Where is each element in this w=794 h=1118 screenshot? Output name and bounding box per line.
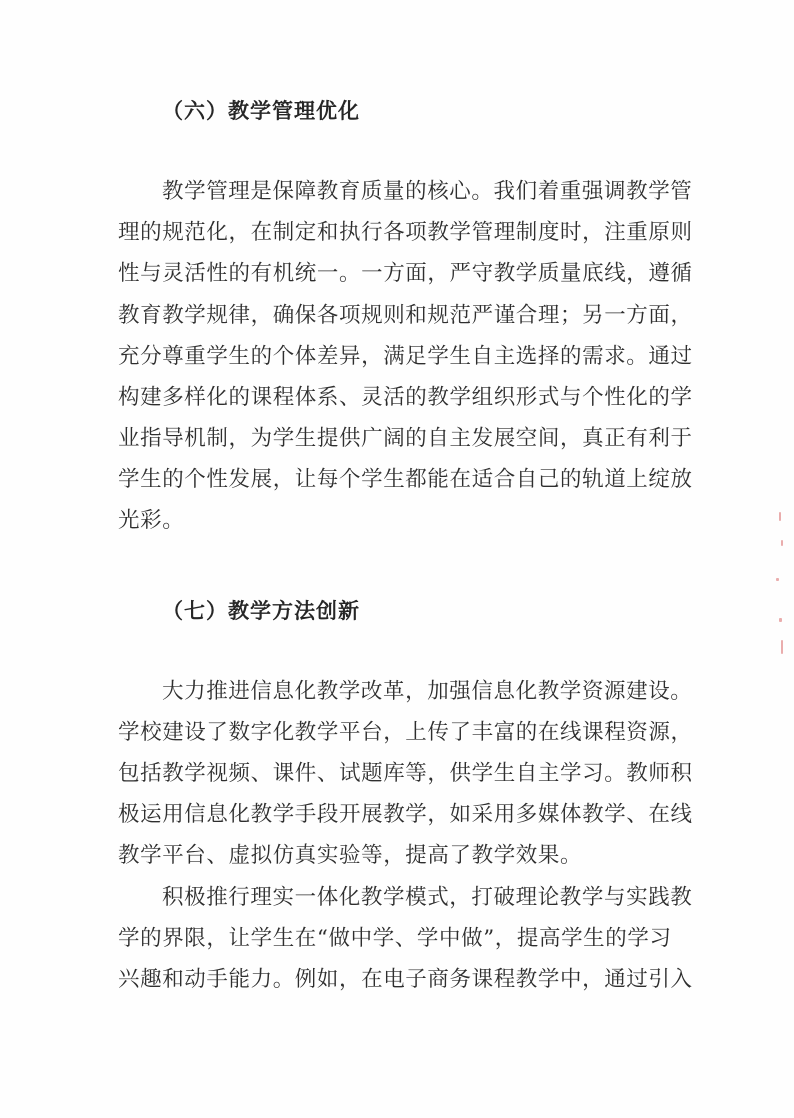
section-6-heading: （六）教学管理优化: [162, 99, 360, 123]
section-7-line-3: 包括教学视频、课件、试题库等，供学生自主学习。教师积: [118, 761, 693, 786]
section-6-line-8: 学生的个性发展，让每个学生都能在适合自己的轨道上绽放: [118, 467, 693, 492]
section-6-line-3: 性与灵活性的有机统一。一方面，严守教学质量底线，遵循: [118, 261, 693, 286]
section-7-line-2: 学校建设了数字化教学平台，上传了丰富的在线课程资源，: [118, 720, 693, 745]
margin-mark: [779, 618, 782, 622]
margin-mark: [781, 640, 783, 654]
section-6-line-9: 光彩。: [118, 508, 185, 533]
margin-mark: [781, 540, 783, 546]
section-6-line-4: 教育教学规律，确保各项规则和规范严谨合理；另一方面，: [118, 303, 693, 328]
section-7-heading: （七）教学方法创新: [162, 599, 360, 623]
margin-mark: [776, 578, 779, 581]
section-7-line-5: 教学平台、虚拟仿真实验等，提高了教学效果。: [118, 843, 583, 868]
margin-mark: [779, 512, 781, 521]
section-7-line-4: 极运用信息化教学手段开展教学，如采用多媒体教学、在线: [118, 802, 693, 827]
section-6-line-6: 构建多样化的课程体系、灵活的教学组织形式与个性化的学: [118, 385, 693, 410]
section-6-line-2: 理的规范化，在制定和执行各项教学管理制度时，注重原则: [118, 220, 693, 245]
section-6-line-7: 业指导机制，为学生提供广阔的自主发展空间，真正有利于: [118, 426, 693, 451]
section-7-line-6: 积极推行理实一体化教学模式，打破理论教学与实践教: [162, 885, 693, 910]
section-7-line-8: 兴趣和动手能力。例如，在电子商务课程教学中，通过引入: [118, 967, 693, 992]
section-6-line-1: 教学管理是保障教育质量的核心。我们着重强调教学管: [162, 179, 693, 204]
section-7-line-7: 学的界限，让学生在“做中学、学中做”，提高学生的学习: [118, 926, 672, 951]
section-7-line-1: 大力推进信息化教学改革，加强信息化教学资源建设。: [162, 679, 693, 704]
section-6-line-5: 充分尊重学生的个体差异，满足学生自主选择的需求。通过: [118, 344, 693, 369]
